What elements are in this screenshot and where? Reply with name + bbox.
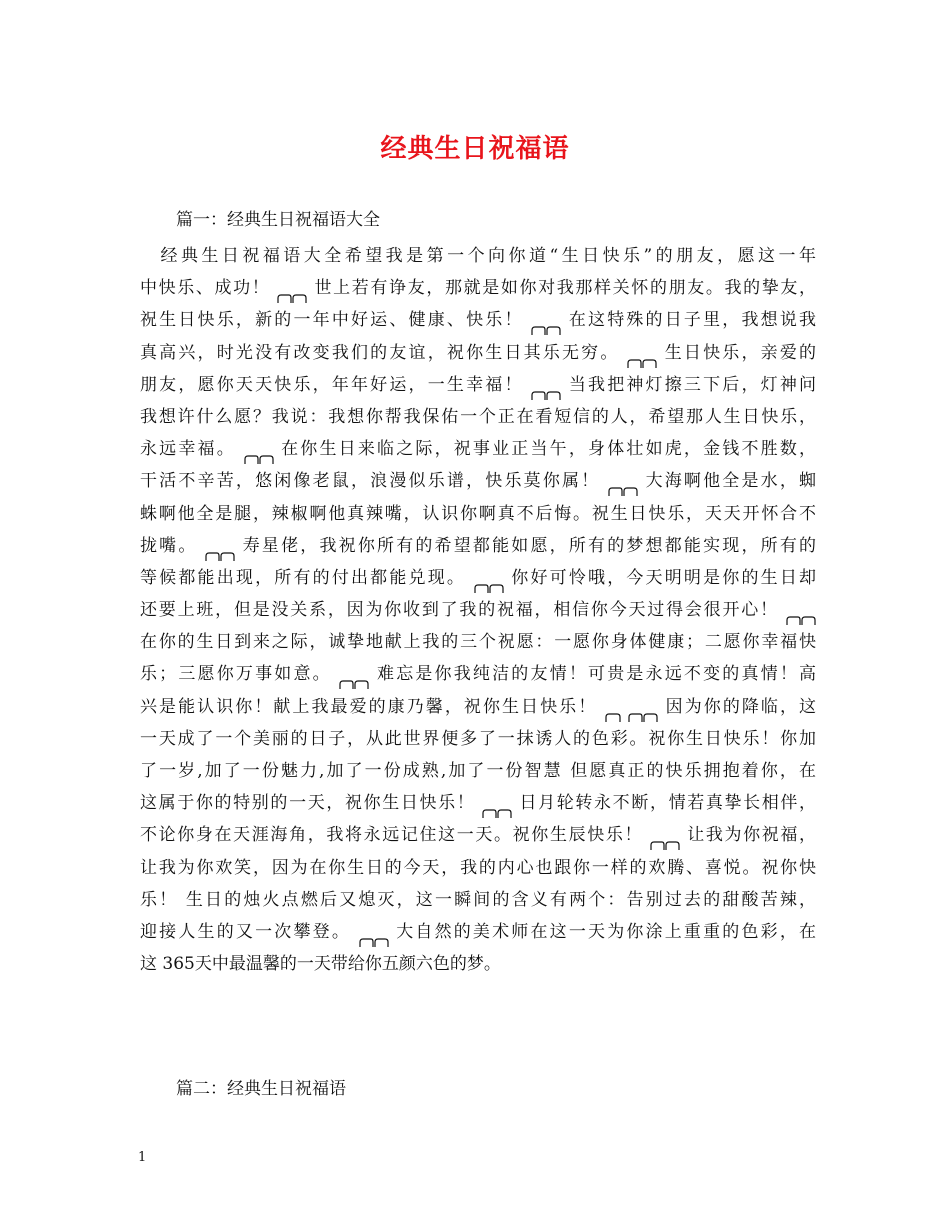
body-text-segment: 生日快乐，亲爱的 [664, 342, 817, 363]
body-text-segment: 乐！ 生日的烛火点燃后又熄灭，这一瞬间的含义有两个：告别过去的甜酸苦辣， [140, 889, 816, 910]
body-text-segment: 蛛啊他全是腿，辣椒啊他真辣嘴，认识你啊真不后悔。祝生日快乐，天天开怀合不 [140, 503, 816, 524]
body-text [140, 240, 816, 980]
body-line [140, 755, 816, 787]
body-text-segment: 当我把神灯擦三下后，灯神问 [568, 374, 817, 395]
separator-mark-icon [277, 283, 307, 294]
body-text-segment: 干活不辛苦，悠闲像老鼠，浪漫似乐谱，快乐莫你属！ [140, 471, 601, 492]
body-line [140, 884, 816, 916]
body-text-segment: 这属于你的特别的一天，祝你生日快乐！ [140, 793, 476, 814]
body-text-segment: 大海啊他全是水，蜘 [645, 471, 817, 492]
separator-mark-icon [628, 702, 658, 713]
section-heading-1: 篇一：经典生日祝福语大全 [176, 210, 380, 230]
body-text-segment: 世上若有诤友，那就是如你对我那样关怀的朋友。我的挚友， [314, 278, 817, 299]
body-text-segment: 让我为你祝福， [687, 825, 817, 846]
body-text-segment: 乐；三愿你万事如意。 [140, 664, 332, 685]
body-line [140, 304, 816, 336]
separator-mark-icon [608, 476, 638, 487]
body-text-segment: 我想许什么愿？我说：我想你帮我保佑一个正在看短信的人，希望那人生日快乐， [140, 406, 816, 427]
separator-mark-icon [786, 605, 816, 616]
body-line [140, 272, 816, 304]
document-title: 经典生日祝福语 [380, 134, 570, 164]
separator-mark-icon [474, 573, 504, 584]
body-line [140, 594, 816, 626]
body-text-segment: 你好可怜哦，今天明明是你的生日却 [511, 567, 817, 588]
body-line [140, 852, 816, 884]
body-text-segment: 等候都能出现，所有的付出都能兑现。 [140, 567, 467, 588]
body-line [140, 948, 816, 980]
body-line [140, 369, 816, 401]
body-text-segment: 大自然的美术师在这一天为你涂上重重的色彩，在 [396, 921, 817, 942]
body-text-segment: 因为你的降临，这 [665, 696, 817, 717]
body-text-segment: 中快乐、成功！ [140, 278, 271, 299]
body-line [140, 787, 816, 819]
separator-mark-icon [359, 927, 389, 938]
separator-mark-icon [531, 315, 561, 326]
body-text-segment: 在这特殊的日子里，我想说我 [568, 310, 817, 331]
body-line [140, 530, 816, 562]
body-text-segment: 经典生日祝福语大全希望我是第一个向你道“生日快乐”的朋友，愿这一年 [140, 246, 816, 266]
body-line [140, 916, 816, 948]
separator-mark-icon [650, 830, 680, 841]
body-text-segment: 朋友，愿你天天快乐，年年好运，一生幸福！ [140, 374, 524, 395]
body-text-segment: 寿星佬，我祝你所有的希望都能如愿，所有的梦想都能实现，所有的 [242, 535, 817, 556]
body-line [140, 433, 816, 465]
separator-mark-icon [339, 669, 369, 680]
separator-mark-icon [482, 798, 512, 809]
body-text-segment: 永远幸福。 [140, 439, 236, 460]
body-line [140, 240, 816, 272]
separator-mark-icon [605, 702, 621, 713]
body-line [140, 691, 816, 723]
separator-mark-icon [244, 444, 274, 455]
body-text-segment: 兴是能认识你！献上我最爱的康乃馨，祝你生日快乐！ [140, 696, 598, 717]
page-number: 1 [138, 1150, 147, 1165]
body-line [140, 562, 816, 594]
body-text-segment: 真高兴，时光没有改变我们的友谊，祝你生日其乐无穷。 [140, 342, 620, 363]
body-text-segment: 在你的生日到来之际，诚挚地献上我的三个祝愿：一愿你身体健康；二愿你幸福快 [140, 632, 816, 653]
body-line [140, 498, 816, 530]
body-text-segment: 了一岁,加了一份魅力,加了一份成熟,加了一份智慧 但愿真正的快乐拥抱着你，在 [140, 761, 816, 781]
body-text-segment: 让我为你欢笑，因为在你生日的今天，我的内心也跟你一样的欢腾、喜悦。祝你快 [140, 857, 816, 878]
separator-mark-icon [205, 541, 235, 552]
body-text-segment: 在你生日来临之际，祝事业正当午，身体壮如虎，金钱不胜数， [281, 439, 817, 460]
separator-mark-icon [627, 348, 657, 359]
body-text-segment: 日月轮转永不断，情若真挚长相伴， [519, 793, 817, 814]
body-text-segment: 这 365天中最温馨的一天带给你五颜六色的梦。 [140, 954, 501, 975]
body-line [140, 465, 816, 497]
body-line [140, 401, 816, 433]
body-text-segment: 不论你身在天涯海角，我将永远记住这一天。祝你生辰快乐！ [140, 825, 644, 846]
body-line [140, 337, 816, 369]
body-line [140, 626, 816, 658]
body-text-segment: 迎接人生的又一次攀登。 [140, 921, 352, 942]
body-text-segment: 还要上班，但是没关系，因为你收到了我的祝福，相信你今天过得会很开心！ [140, 600, 779, 621]
body-text-segment: 难忘是你我纯洁的友情！可贵是永远不变的真情！高 [377, 664, 817, 685]
body-text-segment: 祝生日快乐，新的一年中好运、健康、快乐！ [140, 310, 524, 331]
body-line [140, 658, 816, 690]
body-line [140, 723, 816, 755]
body-text-segment: 一天成了一个美丽的日子，从此世界便多了一抹诱人的色彩。祝你生日快乐！你加 [140, 728, 816, 749]
body-text-segment: 拢嘴。 [140, 535, 198, 556]
separator-mark-icon [531, 380, 561, 391]
section-heading-2: 篇二：经典生日祝福语 [176, 1079, 346, 1099]
body-line [140, 819, 816, 851]
